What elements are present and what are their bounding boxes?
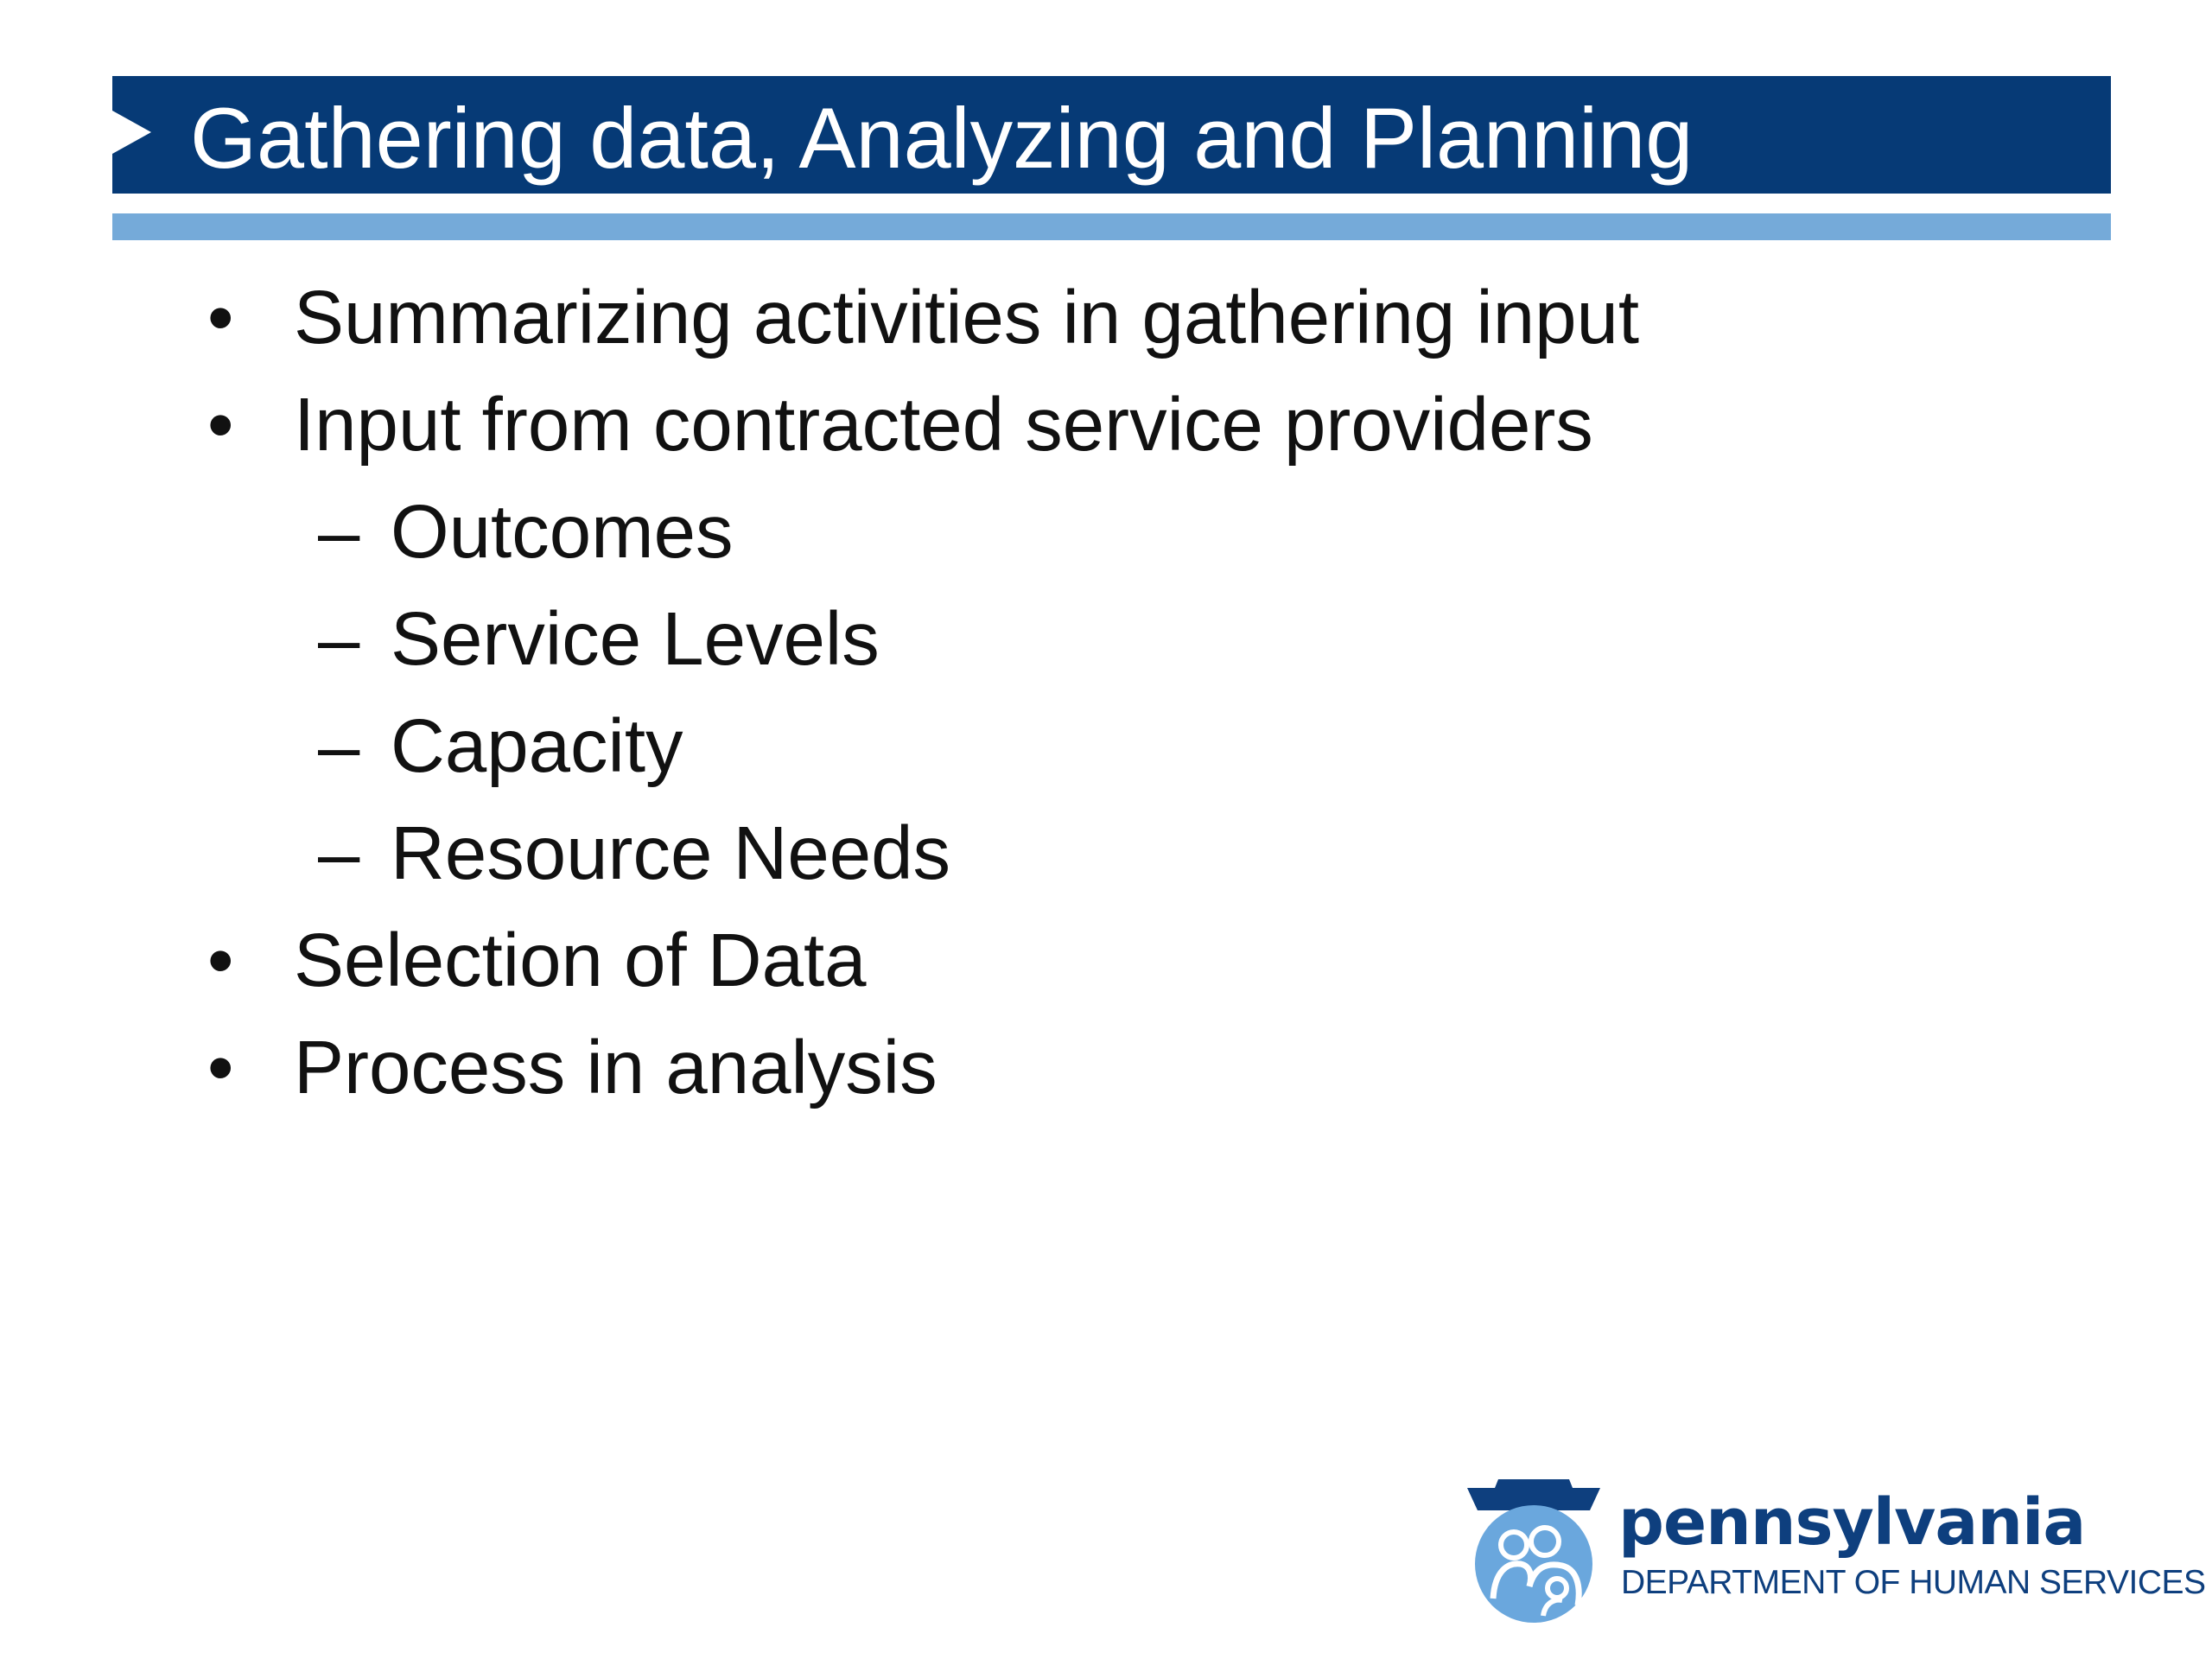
sub-bullet-marker: – <box>318 597 360 681</box>
pennsylvania-dhs-logo <box>1460 1469 2206 1624</box>
slide-title: Gathering data, Analyzing and Planning <box>190 90 1694 186</box>
logo-subtitle: DEPARTMENT OF HUMAN SERVICES <box>1621 1564 2206 1601</box>
bullet-item: Selection of Data <box>294 918 867 1002</box>
accent-divider <box>112 213 2111 240</box>
sub-bullet-marker: – <box>318 704 360 788</box>
sub-bullet-marker: – <box>318 811 360 895</box>
keystone-family-icon <box>1460 1478 1607 1624</box>
sub-bullet-item: Resource Needs <box>391 811 950 895</box>
sub-bullet-item: Outcomes <box>391 490 734 574</box>
sub-bullet-item: Service Levels <box>391 597 880 681</box>
logo-name: pennsylvania <box>1618 1485 2086 1560</box>
bullet-item: Process in analysis <box>294 1026 938 1109</box>
bullet-item: Summarizing activities in gathering input <box>294 276 1640 359</box>
sub-bullet-marker: – <box>318 490 360 574</box>
bullet-item: Input from contracted service providers <box>294 383 1593 467</box>
title-arrow-icon <box>112 111 151 154</box>
bullet-marker: • <box>207 918 234 1002</box>
bullet-marker: • <box>207 1026 234 1109</box>
sub-bullet-item: Capacity <box>391 704 683 788</box>
bullet-marker: • <box>207 276 234 359</box>
bullet-marker: • <box>207 383 234 467</box>
